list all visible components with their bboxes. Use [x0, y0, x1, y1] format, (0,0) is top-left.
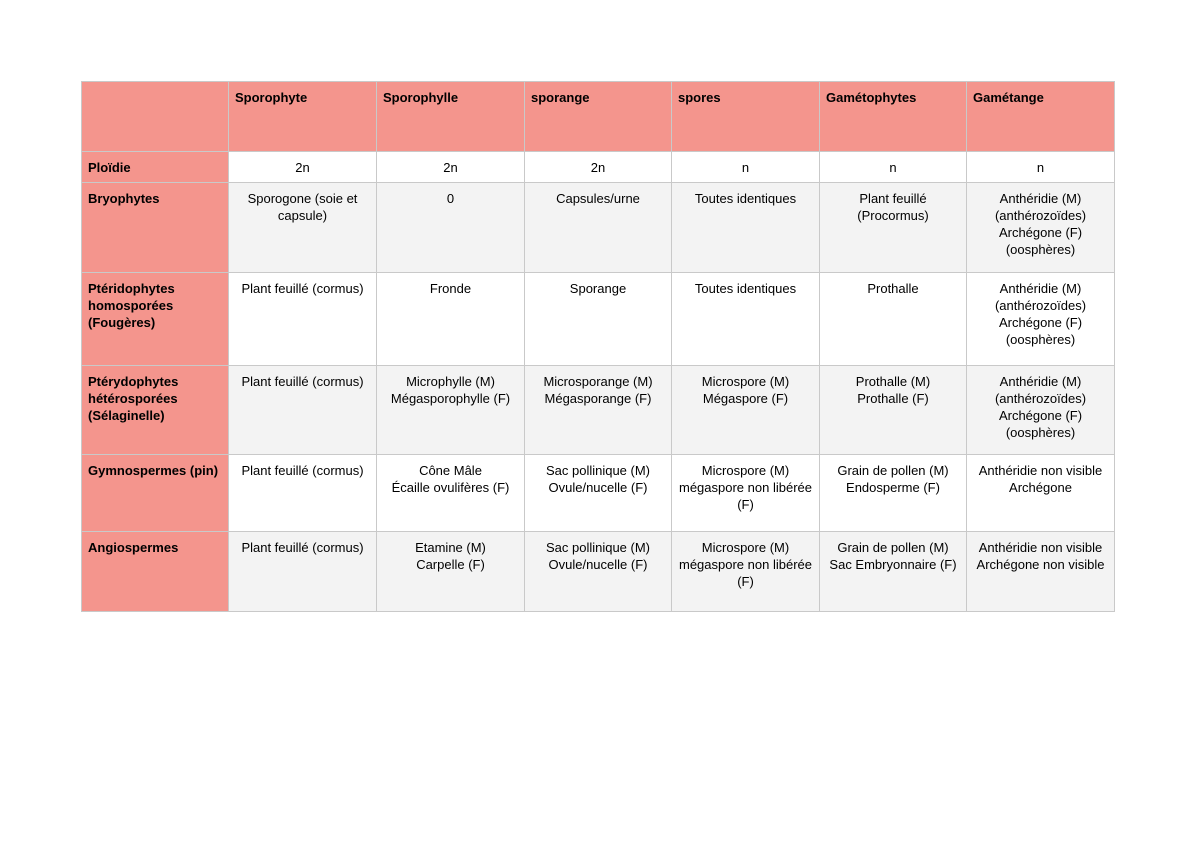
table-cell — [967, 532, 1115, 612]
cell-text: Mégaspore (F) — [702, 391, 789, 406]
row-label: Bryophytes — [82, 183, 229, 273]
cell-text: Prothalle — [867, 281, 919, 296]
header-cell-corner — [82, 82, 229, 152]
table-cell — [377, 532, 525, 612]
cell-text: Ovule/nucelle (F) — [548, 557, 648, 572]
cell-text: Sac pollinique (M) — [545, 463, 651, 478]
header-cell-sporange: sporange — [525, 82, 672, 152]
table-cell — [672, 532, 820, 612]
row-label: Ptérydophytes hétérosporées (Sélaginelle) — [82, 366, 229, 455]
header-cell-spores: spores — [672, 82, 820, 152]
table-cell — [229, 455, 377, 532]
cell-text: Fronde — [429, 281, 472, 296]
cell-text: Prothalle (M) — [855, 374, 931, 389]
cell-text: Archégone — [1009, 480, 1072, 495]
row-label: Angiospermes — [82, 532, 229, 612]
table-cell — [377, 366, 525, 455]
cell-text: 0 — [446, 191, 455, 206]
table-cell — [377, 455, 525, 532]
cell-text: Endosperme (F) — [846, 480, 940, 495]
cell-text: Carpelle (F) — [416, 557, 485, 572]
cell-text: n — [741, 160, 750, 175]
cell-text: Plant feuillé (cormus) — [241, 281, 364, 296]
table-cell — [229, 183, 377, 273]
cell-text: Anthéridie (M) (anthérozoïdes) — [994, 374, 1087, 406]
cell-text: Microsporange (M) — [543, 374, 653, 389]
table-cell — [377, 183, 525, 273]
row-label: Ploïdie — [82, 152, 229, 183]
cell-text: Plant feuillé (cormus) — [241, 374, 364, 389]
cell-text: Microspore (M) mégaspore non libérée (F) — [679, 540, 812, 589]
cell-text: Sporogone (soie et capsule) — [247, 191, 358, 223]
cell-text: Mégasporophylle (F) — [390, 391, 511, 406]
table-cell — [672, 183, 820, 273]
cell-text: Toutes identiques — [694, 191, 797, 206]
table-cell — [967, 183, 1115, 273]
table-cell — [672, 152, 820, 183]
header-cell-sporophylle: Sporophylle — [377, 82, 525, 152]
plant-comparison-sheet — [81, 81, 1114, 612]
cell-text: Anthéridie non visible — [978, 463, 1103, 478]
table-row — [82, 183, 1115, 273]
cell-text: Prothalle (F) — [857, 391, 929, 406]
cell-text: Etamine (M) — [415, 540, 486, 555]
cell-text: Archégone (F) (oosphères) — [998, 225, 1083, 257]
table-cell — [229, 366, 377, 455]
cell-text: n — [889, 160, 897, 175]
table-cell — [820, 366, 967, 455]
table-cell — [967, 273, 1115, 366]
table-cell — [525, 273, 672, 366]
table-cell — [229, 273, 377, 366]
table-cell — [377, 273, 525, 366]
cell-text: Sac pollinique (M) — [545, 540, 651, 555]
table-cell — [525, 183, 672, 273]
table-cell — [672, 455, 820, 532]
table-cell — [820, 152, 967, 183]
table-cell — [820, 455, 967, 532]
table-cell — [820, 532, 967, 612]
cell-text: Écaille ovulifères (F) — [391, 480, 510, 495]
table-cell — [229, 532, 377, 612]
cell-text: Archégone non visible — [976, 557, 1105, 572]
cell-text: Archégone (F) (oosphères) — [998, 408, 1083, 440]
cell-text: Sporange — [569, 281, 627, 296]
cell-text: Microspore (M) mégaspore non libérée (F) — [679, 463, 812, 512]
cell-text: Anthéridie non visible — [978, 540, 1103, 555]
cell-text: 2n — [590, 160, 606, 175]
table-cell — [525, 366, 672, 455]
table-cell — [377, 152, 525, 183]
cell-text: Mégasporange (F) — [544, 391, 652, 406]
cell-text: Ovule/nucelle (F) — [548, 480, 648, 495]
cell-text: Anthéridie (M) (anthérozoïdes) — [994, 281, 1087, 313]
table-cell — [672, 366, 820, 455]
row-label: Ptéridophytes homosporées (Fougères) — [82, 273, 229, 366]
cell-text: Capsules/urne — [556, 191, 640, 206]
cell-text: Anthéridie (M) (anthérozoïdes) — [994, 191, 1087, 223]
cell-text: Microphylle (M) — [406, 374, 495, 389]
table-cell — [229, 152, 377, 183]
cell-text: Cône Mâle — [419, 463, 482, 478]
table-cell — [967, 455, 1115, 532]
cell-text: Grain de pollen (M) — [837, 463, 949, 478]
header-cell-gametange: Gamétange — [967, 82, 1115, 152]
row-label: Gymnospermes (pin) — [82, 455, 229, 532]
table-row — [82, 273, 1115, 366]
cell-text: Archégone (F) (oosphères) — [998, 315, 1083, 347]
cell-text: Plant feuillé (cormus) — [241, 463, 364, 478]
cell-text: Grain de pollen (M) Sac Embryonnaire (F) — [829, 540, 957, 572]
header-cell-sporophyte: Sporophyte — [229, 82, 377, 152]
table-cell — [967, 152, 1115, 183]
table-cell — [525, 532, 672, 612]
table-row — [82, 152, 1115, 183]
header-row — [82, 82, 1115, 152]
cell-text: Toutes identiques — [694, 281, 797, 296]
table-cell — [525, 455, 672, 532]
table-cell — [525, 152, 672, 183]
plant-comparison-table — [81, 81, 1115, 612]
cell-text: 2n — [295, 160, 310, 175]
table-row — [82, 366, 1115, 455]
table-cell — [820, 273, 967, 366]
header-cell-gametophytes: Gamétophytes — [820, 82, 967, 152]
table-row — [82, 455, 1115, 532]
cell-text: n — [1036, 160, 1045, 175]
cell-text: Plant feuillé (Procormus) — [857, 191, 929, 223]
table-cell — [967, 366, 1115, 455]
table-cell — [672, 273, 820, 366]
table-row — [82, 532, 1115, 612]
cell-text: 2n — [443, 160, 458, 175]
table-cell — [820, 183, 967, 273]
cell-text: Microspore (M) — [701, 374, 790, 389]
cell-text: Plant feuillé (cormus) — [241, 540, 364, 555]
